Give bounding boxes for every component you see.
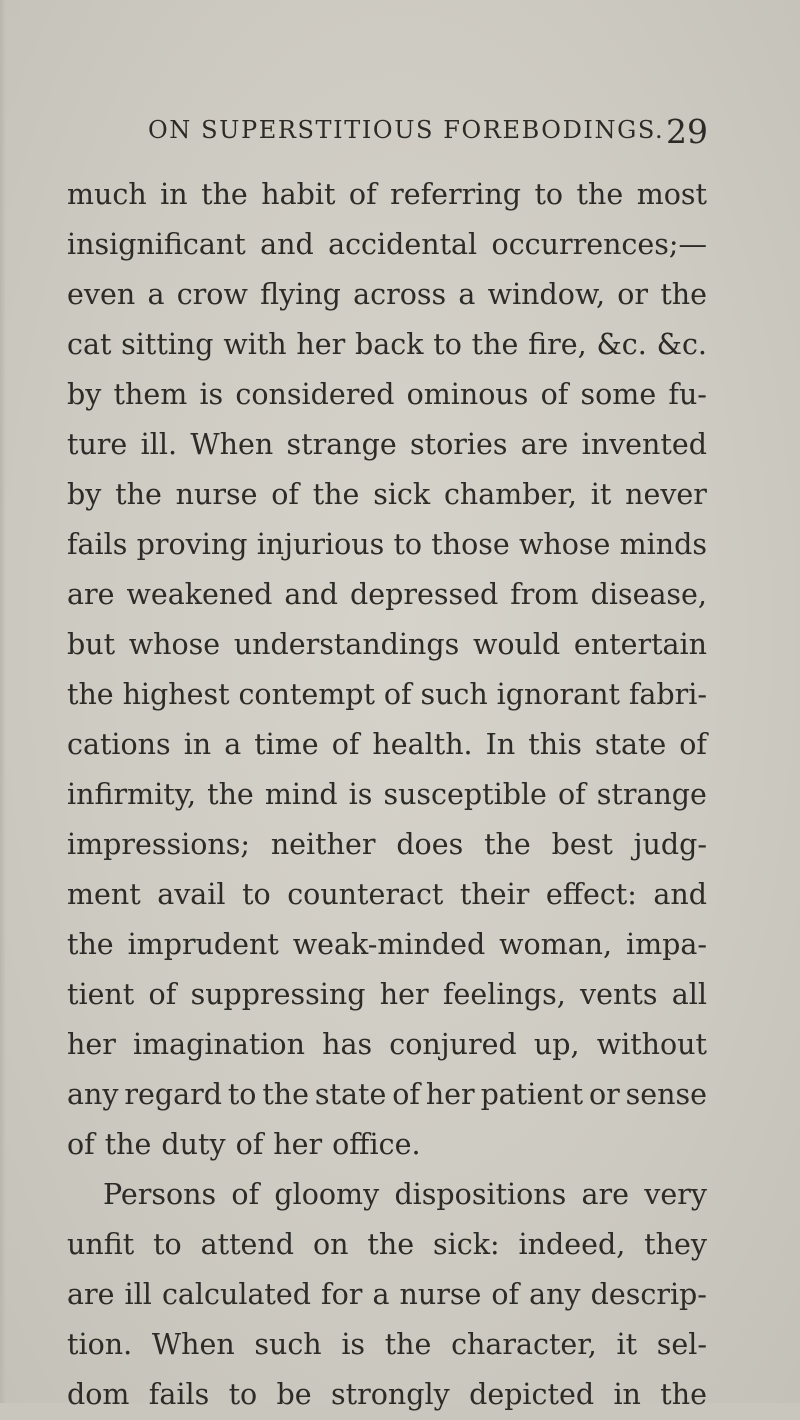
text-line: fails proving injurious to those whose minds — [67, 528, 707, 561]
text-line: cations in a time of health. In this state of — [67, 728, 707, 761]
text-line: much in the habit of referring to the most — [67, 178, 707, 211]
text-line: impressions; neither does the best judg- — [67, 828, 707, 861]
text-line: are ill calculated for a nurse of any descrip- — [67, 1278, 707, 1311]
text-line: Persons of gloomy dispositions are very — [103, 1178, 707, 1211]
text-line: dom fails to be strongly depicted in the — [67, 1378, 707, 1411]
text-line: are weakened and depressed from disease, — [67, 578, 707, 611]
text-line: infirmity, the mind is susceptible of strange — [67, 778, 707, 811]
text-line: her imagination has conjured up, without — [67, 1028, 707, 1061]
text-line: the highest contempt of such ignorant fabri- — [67, 678, 707, 711]
text-line: tient of suppressing her feelings, vents all — [67, 978, 707, 1011]
page-edge-shadow — [0, 0, 6, 1403]
text-line: insignificant and accidental occurrences;— — [67, 228, 707, 261]
text-line: by the nurse of the sick chamber, it never — [67, 478, 707, 511]
text-line: unfit to attend on the sick: indeed, they — [67, 1228, 707, 1261]
running-head — [148, 112, 708, 152]
text-line: ture ill. When strange stories are invented — [67, 428, 707, 461]
text-line: tion. When such is the character, it sel- — [67, 1328, 707, 1361]
text-line: any regard to the state of her patient or sense — [67, 1078, 707, 1111]
text-line: cat sitting with her back to the fire, &c. &c. — [67, 328, 707, 361]
text-line: of the duty of her office. — [67, 1128, 421, 1161]
text-line: but whose understandings would entertain — [67, 628, 707, 661]
text-line: even a crow flying across a window, or the — [67, 278, 707, 311]
text-line: by them is considered ominous of some fu- — [67, 378, 707, 411]
running-title: ON SUPERSTITIOUS FOREBODINGS. — [148, 116, 665, 144]
page-number: 29 — [666, 112, 708, 151]
text-line: the imprudent weak-minded woman, impa- — [67, 928, 707, 961]
text-line: ment avail to counteract their effect: and — [67, 878, 707, 911]
